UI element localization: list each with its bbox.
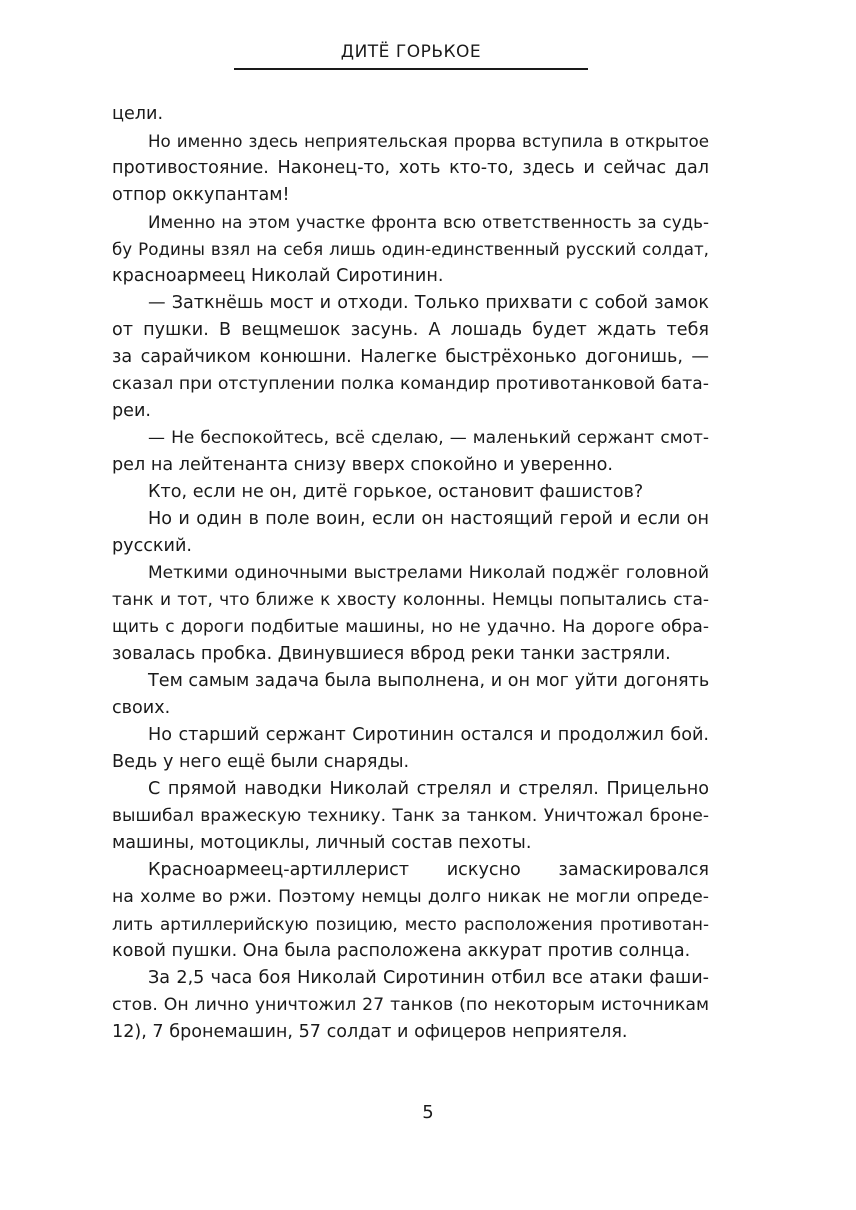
text-line: русский.: [112, 536, 193, 556]
text-line: своих.: [112, 698, 171, 718]
text-line: отпор оккупантам!: [112, 185, 290, 205]
text-line: Красноармеец-артиллерист искусно замаскировался: [148, 860, 709, 880]
running-title: ДИТЁ ГОРЬКОЕ: [340, 42, 482, 62]
text-line: Тем самым задача была выполнена, и он мог уйти догонять: [148, 671, 710, 691]
text-line: зовалась пробка. Двинувшиеся вброд реки танки застряли.: [112, 644, 671, 664]
text-line: Но именно здесь неприятельская прорва вступила в открытое: [148, 131, 709, 151]
text-line: танк и тот, что ближе к хвосту колонны. Немцы попытались ста-: [112, 590, 709, 610]
text-line: щить с дороги подбитые машины, но не удачно. На дороге обра-: [112, 617, 709, 637]
header-rule: [234, 68, 588, 70]
text-line: рел на лейтенанта снизу вверх спокойно и уверенно.: [112, 455, 614, 475]
text-line: красноармеец Николай Сиротинин.: [112, 266, 444, 286]
text-line: — Не беспокойтесь, всё сделаю, — маленький сержант смот-: [148, 428, 709, 448]
text-line: бу Родины взял на себя лишь один-единственный русский солдат,: [112, 239, 709, 259]
text-line: реи.: [112, 401, 152, 421]
text-line: на холме во ржи. Поэтому немцы долго никак не могли опреде-: [112, 887, 709, 907]
text-line: сказал при отступлении полка командир противотанковой бата-: [112, 374, 710, 394]
text-line: машины, мотоциклы, личный состав пехоты.: [112, 833, 532, 853]
page-number: 5: [422, 1102, 434, 1123]
text-line: 12), 7 бронемашин, 57 солдат и офицеров неприятеля.: [112, 1022, 628, 1042]
text-line: Но и один в поле воин, если он настоящий герой и если он: [148, 509, 709, 529]
text-line: лить артиллерийскую позицию, место расположения противотан-: [112, 914, 709, 934]
text-line: цели.: [112, 104, 164, 124]
text-line: от пушки. В вещмешок засунь. А лошадь будет ждать тебя: [112, 320, 709, 340]
text-line: Меткими одиночными выстрелами Николай поджёг головной: [148, 563, 709, 583]
text-line: ковой пушки. Она была расположена аккурат против солнца.: [112, 941, 691, 961]
text-line: — Заткнёшь мост и отходи. Только прихвати с собой замок: [148, 293, 709, 313]
text-line: С прямой наводки Николай стрелял и стрелял. Прицельно: [148, 779, 709, 799]
text-line: Именно на этом участке фронта всю ответственность за судь-: [148, 212, 709, 232]
text-line: За 2,5 часа боя Николай Сиротинин отбил все атаки фаши-: [148, 968, 709, 988]
text-line: противостояние. Наконец-то, хоть кто-то, здесь и сейчас дал: [112, 158, 709, 178]
text-line: Кто, если не он, дитё горькое, остановит фашистов?: [148, 482, 644, 502]
text-line: Но старший сержант Сиротинин остался и продолжил бой.: [148, 725, 709, 745]
body-text: [112, 101, 709, 1046]
text-line: за сарайчиком конюшни. Налегке быстрёхонько догонишь, —: [112, 347, 709, 367]
text-line: вышибал вражескую технику. Танк за танком. Уничтожал броне-: [112, 806, 709, 826]
text-line: Ведь у него ещё были снаряды.: [112, 752, 410, 772]
text-line: стов. Он лично уничтожил 27 танков (по некоторым источникам: [112, 995, 709, 1015]
